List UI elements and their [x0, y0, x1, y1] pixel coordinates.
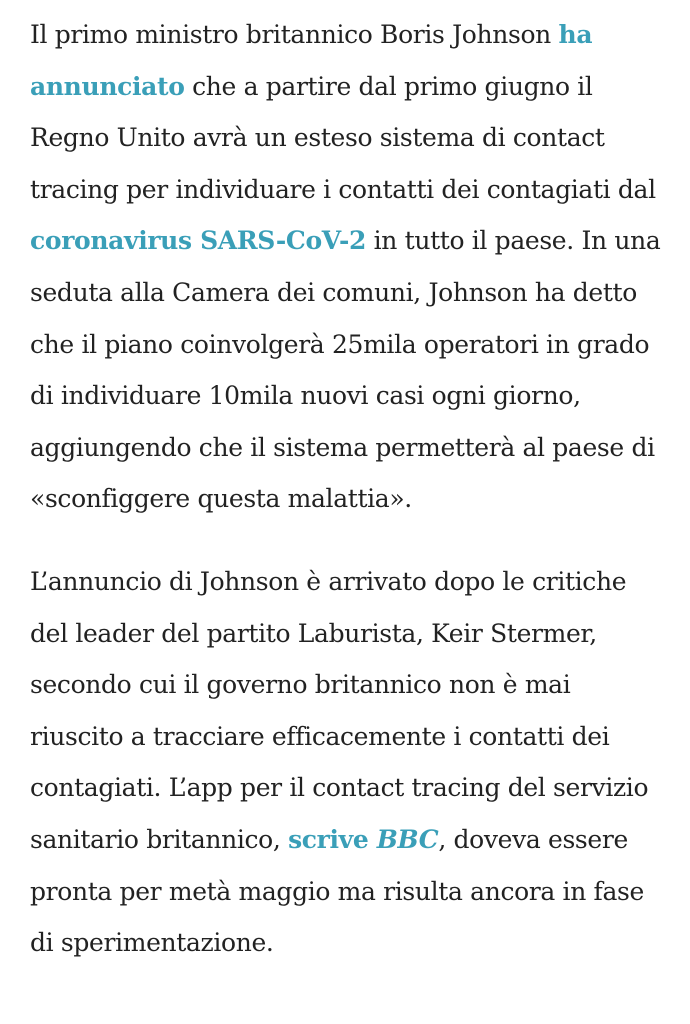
link-ha-annunciato[interactable]: ha annunciato: [30, 20, 593, 101]
paragraph-text: in tutto il paese. In una seduta alla Camera dei comuni, Johnson ha detto che il piano coinvolgerà 25mila operatori in grado di individuare 10mila nuovi casi ogni giorno, aggiungendo che il sistema permetterà al paese di «sconfiggere questa malattia».: [30, 226, 661, 514]
link-scrive-bbc[interactable]: [288, 825, 438, 854]
paragraph-text: L’annuncio di Johnson è arrivato dopo le critiche del leader del partito Laburista, Keir Stermer, secondo cui il governo britannico non è mai riuscito a tracciare efficacemente i contatti dei contagiati. L’app per il contact tracing del servizio sanitario britannico,: [30, 566, 649, 854]
link-scrive-text: scrive: [288, 824, 377, 854]
article-paragraph-2: [30, 556, 670, 969]
article-body: [30, 9, 670, 969]
paragraph-text: Il primo ministro britannico Boris Johnson: [30, 20, 559, 49]
link-bbc-text: BBC: [376, 824, 439, 854]
paragraph-text: che a partire dal primo giugno il Regno Unito avrà un esteso sistema di contact tracing per individuare i contatti dei contagiati dal: [30, 71, 656, 204]
article-paragraph-1: [30, 9, 670, 525]
paragraph-text: , doveva essere pronta per metà maggio ma risulta ancora in fase di sperimentazione.: [30, 824, 644, 958]
link-coronavirus-sars-cov-2[interactable]: coronavirus SARS-CoV-2: [30, 226, 367, 256]
